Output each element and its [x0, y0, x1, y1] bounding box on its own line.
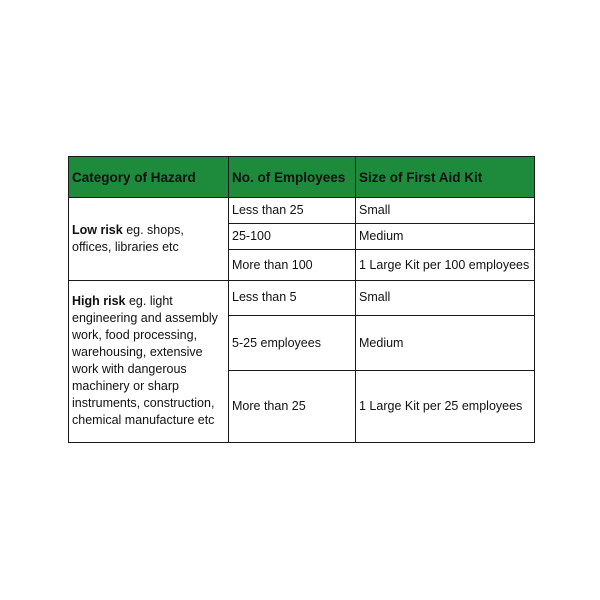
- employees-cell: More than 100: [229, 250, 356, 280]
- category-description: eg. light engineering and assembly work, food processing, warehousing, extensive work with dangerous machinery or sharp instruments, construction, chemical manufacture etc: [72, 294, 218, 428]
- kit-size-cell: 1 Large Kit per 25 employees: [356, 371, 535, 443]
- category-label: Low risk: [72, 222, 123, 237]
- category-description: eg. shops, offices, libraries etc: [72, 222, 184, 254]
- first-aid-kit-table: [68, 156, 535, 443]
- employees-cell: Less than 25: [229, 198, 356, 224]
- category-label: High risk: [72, 294, 126, 309]
- employees-cell: More than 25: [229, 371, 356, 443]
- header-category-of-hazard: Category of Hazard: [69, 157, 229, 198]
- category-cell-high-risk: [69, 280, 229, 442]
- category-cell-low-risk: [69, 198, 229, 281]
- kit-size-cell: Small: [356, 280, 535, 315]
- kit-size-cell: Small: [356, 198, 535, 224]
- employees-cell: Less than 5: [229, 280, 356, 315]
- header-number-of-employees: No. of Employees: [229, 157, 356, 198]
- kit-size-cell: 1 Large Kit per 100 employees: [356, 250, 535, 280]
- kit-size-cell: Medium: [356, 224, 535, 250]
- table-header-row: [69, 157, 535, 198]
- employees-cell: 5-25 employees: [229, 315, 356, 370]
- header-size-of-first-aid-kit: Size of First Aid Kit: [356, 157, 535, 198]
- table-row: [69, 280, 535, 315]
- kit-size-cell: Medium: [356, 315, 535, 370]
- employees-cell: 25-100: [229, 224, 356, 250]
- table-row: [69, 198, 535, 224]
